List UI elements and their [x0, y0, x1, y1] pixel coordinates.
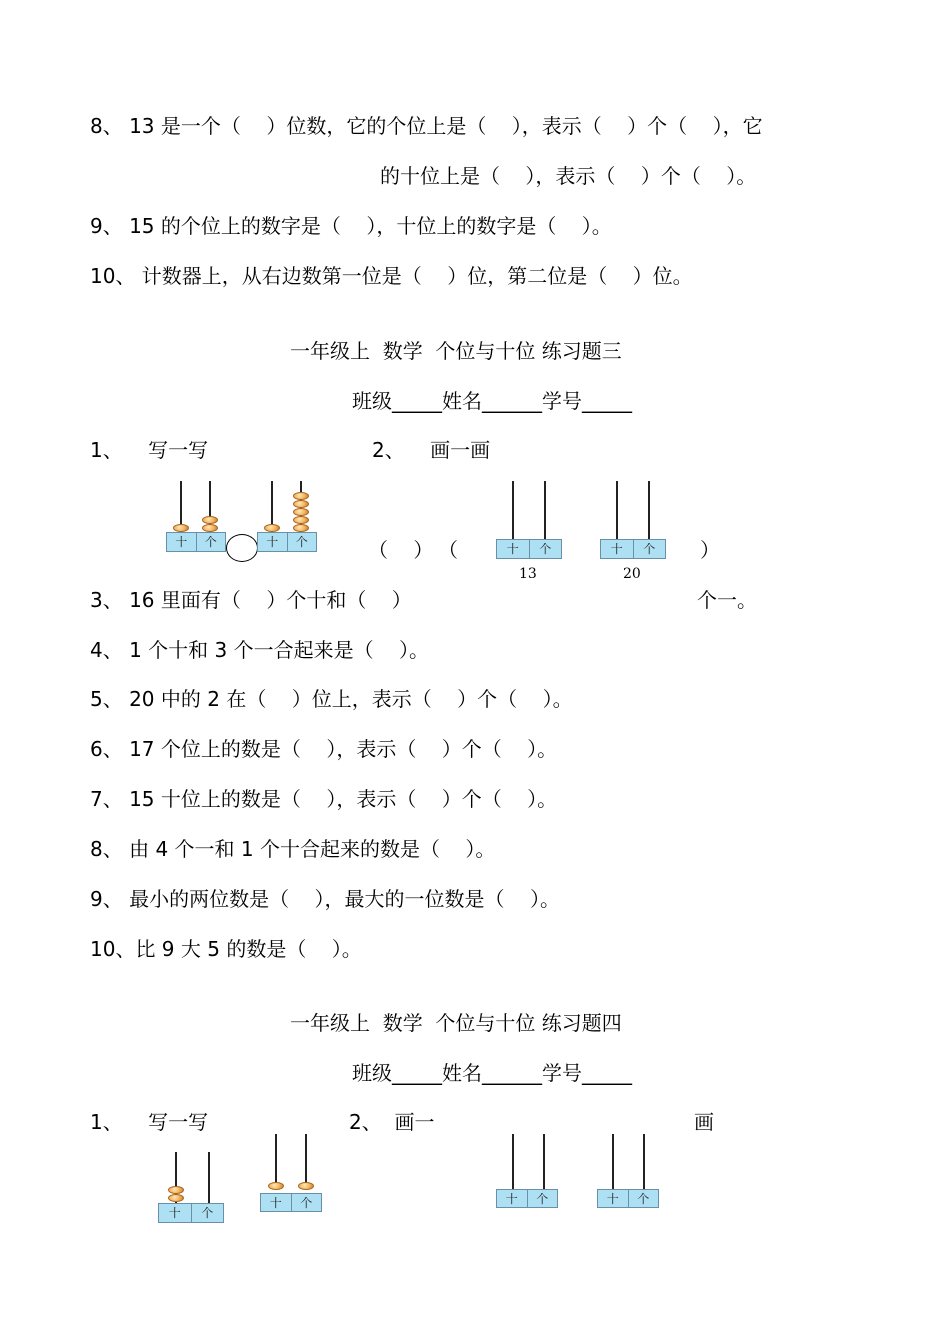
abacus-rod	[612, 1134, 614, 1190]
ones-label: 个	[633, 540, 666, 558]
sheet3-info: 班级_____姓名______学号_____	[352, 389, 632, 413]
sheet3-q3-b: 个一。	[697, 588, 757, 612]
sheet3-q9: 9、 最小的两位数是（ ），最大的一位数是（ ）。	[90, 887, 560, 911]
abacus-bead	[293, 516, 309, 524]
question-9: 9、 15 的个位上的数字是（ ），十位上的数字是（ ）。	[90, 214, 612, 238]
sheet4-info: 班级_____姓名______学号_____	[352, 1061, 632, 1085]
abacus-rod	[208, 1152, 210, 1204]
tens-label: 十	[266, 535, 279, 549]
abacus-rod	[643, 1134, 645, 1190]
abacus-bead	[268, 1182, 284, 1190]
abacus-number-13: 13	[519, 566, 537, 582]
abacus-rod	[512, 481, 514, 539]
tens-label: 十	[175, 535, 188, 549]
abacus-bead	[168, 1186, 184, 1194]
abacus-bead	[168, 1194, 184, 1202]
sheet3-q3-a: 3、 16 里面有（ ）个十和（ ）	[90, 588, 412, 612]
tens-label: 十	[168, 1206, 181, 1220]
ones-label: 个	[191, 1204, 224, 1222]
abacus-rod	[305, 1134, 307, 1186]
tens-label: 十	[505, 1192, 518, 1206]
abacus-rod	[512, 1134, 514, 1190]
tens-label: 十	[606, 1192, 619, 1206]
sheet3-q1: 1、 写一写	[90, 438, 209, 462]
abacus-base	[158, 1203, 224, 1223]
question-8-line-2: 的十位上是（ ），表示（ ）个（ ）。	[380, 164, 757, 188]
abacus-rod	[544, 481, 546, 539]
ones-label: 个	[527, 1190, 558, 1207]
abacus-bead	[293, 492, 309, 500]
tens-label: 十	[269, 1196, 282, 1210]
answer-paren-a: （ ）	[368, 538, 434, 562]
abacus-base	[260, 1193, 322, 1212]
abacus-rod	[543, 1134, 545, 1190]
ones-label: 个	[287, 533, 317, 551]
abacus-bead	[264, 524, 280, 532]
sheet3-q8: 8、 由 4 个一和 1 个十合起来的数是（ ）。	[90, 837, 496, 861]
abacus-base	[597, 1189, 659, 1208]
abacus-rod	[616, 481, 618, 539]
tens-label: 十	[610, 542, 623, 556]
abacus-number-20: 20	[623, 566, 641, 582]
sheet3-q10: 10、比 9 大 5 的数是（ ）。	[90, 937, 362, 961]
ones-label: 个	[628, 1190, 659, 1207]
abacus-base	[166, 532, 226, 552]
abacus-rod	[275, 1134, 277, 1186]
abacus-rod	[648, 481, 650, 539]
sheet4-q2-b: 画	[694, 1110, 714, 1134]
abacus-bead	[202, 524, 218, 532]
answer-paren-b-close: ）	[700, 538, 720, 562]
sheet3-q5: 5、 20 中的 2 在（ ）位上，表示（ ）个（ ）。	[90, 687, 573, 711]
ones-label: 个	[291, 1194, 322, 1211]
sheet3-q2: 2、 画一画	[372, 438, 491, 462]
abacus-base	[600, 539, 666, 559]
sheet3-title: 一年级上 数学 个位与十位 练习题三	[290, 339, 622, 363]
ones-label: 个	[529, 540, 562, 558]
tens-label: 十	[506, 542, 519, 556]
sheet4-q2-a: 2、 画一	[349, 1110, 435, 1134]
answer-paren-b-open: （	[438, 538, 458, 562]
abacus-bead	[298, 1182, 314, 1190]
abacus-base	[257, 532, 317, 552]
abacus-bead	[202, 516, 218, 524]
sheet3-q7: 7、 15 十位上的数是（ ），表示（ ）个（ ）。	[90, 787, 558, 811]
sheet4-title: 一年级上 数学 个位与十位 练习题四	[290, 1011, 622, 1035]
sheet4-q1: 1、 写一写	[90, 1110, 209, 1134]
ones-label: 个	[196, 533, 226, 551]
abacus-bead	[293, 524, 309, 532]
question-8-line-1: 8、 13 是一个（ ）位数，它的个位上是（ ），表示（ ）个（ ），它	[90, 114, 763, 138]
question-10: 10、 计数器上，从右边数第一位是（ ）位，第二位是（ ）位。	[90, 264, 693, 288]
abacus-bead	[293, 508, 309, 516]
abacus-bead	[173, 524, 189, 532]
comparison-circle	[226, 534, 258, 562]
abacus-bead	[293, 500, 309, 508]
abacus-base	[496, 1189, 558, 1208]
abacus-base	[496, 539, 562, 559]
sheet3-q4: 4、 1 个十和 3 个一合起来是（ ）。	[90, 638, 430, 662]
sheet3-q6: 6、 17 个位上的数是（ ），表示（ ）个（ ）。	[90, 737, 558, 761]
